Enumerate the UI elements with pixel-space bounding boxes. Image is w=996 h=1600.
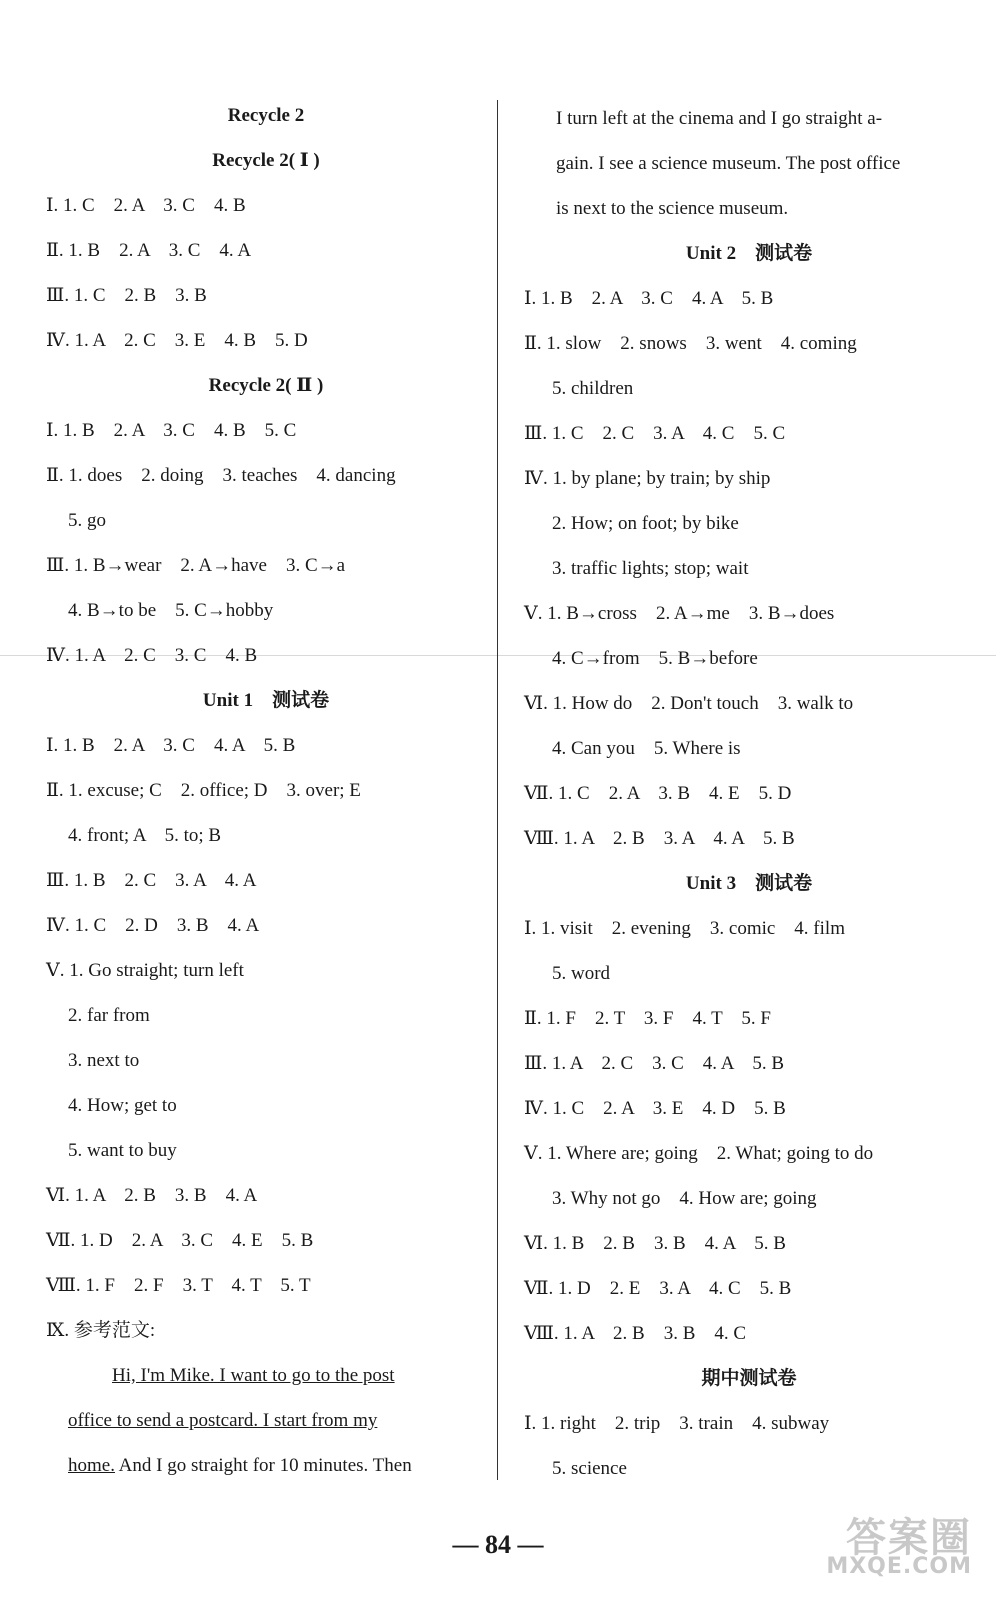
essay-line: gain. I see a science museum. The post office	[556, 153, 901, 174]
page-number: — 84 —	[452, 1530, 544, 1559]
answer-line: Ⅱ. 1. slow 2. snows 3. went 4. coming	[524, 333, 857, 354]
answer-line: Ⅵ. 1. B 2. B 3. B 4. A 5. B	[524, 1233, 786, 1254]
column-divider	[497, 100, 498, 1480]
essay-underlined-text: Hi, I'm Mike. I want to go to the post	[112, 1365, 395, 1386]
answer-line: 2. far from	[68, 1005, 150, 1026]
recycle2-title: Recycle 2	[227, 105, 305, 126]
watermark-text-bottom: MXQE.COM	[826, 1554, 972, 1579]
answer-line: Ⅸ. 参考范文:	[46, 1320, 156, 1341]
essay-text: And I go straight for 10 minutes. Then	[114, 1455, 412, 1476]
midterm-title: 期中测试卷	[701, 1368, 797, 1389]
essay-line	[46, 1364, 395, 1388]
answer-line: Ⅷ. 1. A 2. B 3. B 4. C	[524, 1323, 747, 1344]
answer-line: Ⅲ. 1. C 2. B 3. B	[46, 285, 207, 306]
unit3-title: Unit 3 测试卷	[685, 873, 813, 894]
essay-line	[46, 1409, 377, 1433]
answer-line: Ⅳ. 1. C 2. D 3. B 4. A	[46, 915, 260, 936]
answer-line: Ⅱ. 1. F 2. T 3. F 4. T 5. F	[524, 1008, 771, 1029]
essay-line	[46, 1454, 412, 1478]
answer-line: 5. word	[552, 963, 611, 984]
answer-line: Ⅰ. 1. B 2. A 3. C 4. A 5. B	[46, 735, 296, 756]
answer-line: Ⅱ. 1. B 2. A 3. C 4. A	[46, 240, 252, 261]
answer-line: Ⅱ. 1. does 2. doing 3. teaches 4. dancing	[46, 465, 396, 486]
answer-line: 3. Why not go 4. How are; going	[552, 1188, 817, 1209]
essay-underlined-text: home.	[68, 1455, 115, 1476]
watermark-text-top: 答案圈	[846, 1515, 972, 1561]
answer-line: 2. How; on foot; by bike	[552, 513, 739, 534]
answer-line: 5. go	[68, 510, 106, 531]
unit1-title: Unit 1 测试卷	[202, 690, 330, 711]
answer-line: Ⅷ. 1. F 2. F 3. T 4. T 5. T	[46, 1275, 311, 1296]
answer-line: Ⅶ. 1. D 2. A 3. C 4. E 5. B	[46, 1230, 314, 1251]
answer-line: Ⅰ. 1. B 2. A 3. C 4. B 5. C	[46, 420, 297, 441]
answer-line: Ⅳ. 1. by plane; by train; by ship	[524, 468, 771, 489]
answer-line: Ⅳ. 1. A 2. C 3. C 4. B	[46, 645, 258, 666]
essay-underlined-text: office to send a postcard. I start from my	[68, 1410, 378, 1431]
answer-line: Ⅰ. 1. C 2. A 3. C 4. B	[46, 195, 246, 216]
answer-line: Ⅲ. 1. C 2. C 3. A 4. C 5. C	[524, 423, 786, 444]
answer-line: Ⅶ. 1. D 2. E 3. A 4. C 5. B	[524, 1278, 792, 1299]
answer-line: Ⅰ. 1. B 2. A 3. C 4. A 5. B	[524, 288, 774, 309]
answer-line: Ⅴ. 1. Go straight; turn left	[46, 960, 244, 981]
recycle2-part2-title: Recycle 2( Ⅱ )	[208, 375, 324, 396]
answer-line: Ⅷ. 1. A 2. B 3. A 4. A 5. B	[524, 828, 795, 849]
answer-line: Ⅴ. 1. B→cross 2. A→me 3. B→does	[524, 603, 835, 624]
answer-line: Ⅳ. 1. C 2. A 3. E 4. D 5. B	[524, 1098, 786, 1119]
answer-line: Ⅴ. 1. Where are; going 2. What; going to do	[524, 1143, 874, 1164]
answer-line: 4. B→to be 5. C→hobby	[68, 600, 274, 621]
answer-line: Ⅵ. 1. A 2. B 3. B 4. A	[46, 1185, 258, 1206]
answer-line: 4. front; A 5. to; B	[68, 825, 222, 846]
essay-line: is next to the science museum.	[556, 198, 789, 219]
answer-line: Ⅲ. 1. A 2. C 3. C 4. A 5. B	[524, 1053, 785, 1074]
answer-line: Ⅲ. 1. B 2. C 3. A 4. A	[46, 870, 257, 891]
answer-line: 4. How; get to	[68, 1095, 177, 1116]
answer-line: Ⅵ. 1. How do 2. Don't touch 3. walk to	[524, 693, 854, 714]
answer-line: 4. Can you 5. Where is	[552, 738, 741, 759]
answer-line: Ⅰ. 1. right 2. trip 3. train 4. subway	[524, 1413, 830, 1434]
essay-line: I turn left at the cinema and I go straight a-	[556, 108, 883, 129]
watermark-logo	[802, 1506, 972, 1586]
answer-line: 3. next to	[68, 1050, 140, 1071]
answer-line: Ⅰ. 1. visit 2. evening 3. comic 4. film	[524, 918, 845, 939]
answer-line: 5. want to buy	[68, 1140, 177, 1161]
answer-line: Ⅶ. 1. C 2. A 3. B 4. E 5. D	[524, 783, 792, 804]
answer-line: 4. C→from 5. B→before	[552, 648, 758, 669]
answer-line: Ⅳ. 1. A 2. C 3. E 4. B 5. D	[46, 330, 308, 351]
answer-line: Ⅲ. 1. B→wear 2. A→have 3. C→a	[46, 555, 346, 576]
answer-line: 3. traffic lights; stop; wait	[552, 558, 749, 579]
answer-line: 5. science	[552, 1458, 627, 1479]
answer-line: 5. children	[552, 378, 634, 399]
answer-line: Ⅱ. 1. excuse; C 2. office; D 3. over; E	[46, 780, 361, 801]
unit2-title: Unit 2 测试卷	[685, 243, 813, 264]
recycle2-part1-title: Recycle 2( Ⅰ )	[212, 150, 320, 171]
